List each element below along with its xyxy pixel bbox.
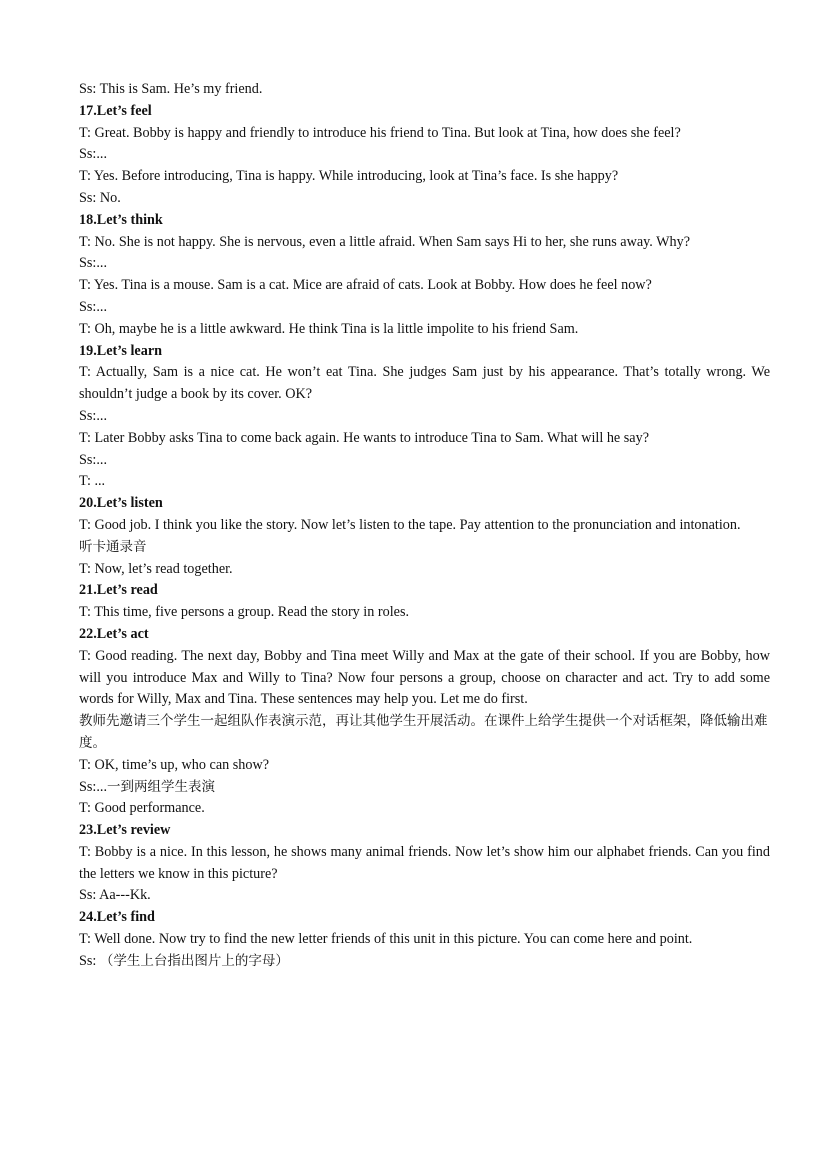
dialogue-line: T: Good job. I think you like the story. Now let’s listen to the tape. Pay attention to the pronunciation and intonation. [79, 516, 741, 533]
dialogue-line: Ss: No. [79, 189, 121, 206]
section-heading: 18.Let’s think [79, 211, 163, 228]
dialogue-line: T: Good performance. [79, 800, 205, 817]
section-heading: 19.Let’s learn [79, 342, 163, 359]
dialogue-line [79, 777, 770, 799]
section-heading: 21.Let’s read [79, 582, 158, 599]
dialogue-line: Ss: Aa---Kk. [79, 887, 151, 904]
dialogue-line: T: OK, time’s up, who can show? [79, 756, 270, 773]
dialogue-line: T: No. She is not happy. She is nervous, even a little afraid. When Sam says Hi to her, she runs away. Why? [79, 233, 691, 250]
section-heading: 17.Let’s feel [79, 102, 152, 119]
section-heading: 22.Let’s act [79, 625, 149, 642]
dialogue-line: T: Good reading. The next day, Bobby and Tina meet Willy and Max at the gate of their school. If you are Bobby, how will you introduce Max and Willy to Tina? Now four persons a group, choose on character and act. Try to add some words for Willy, Max and Tina. These sentences may help you. Let me do first. [79, 647, 770, 708]
dialogue-line: T: ... [79, 473, 106, 490]
dialogue-line: Ss:... [79, 298, 107, 315]
dialogue-line: T: Great. Bobby is happy and friendly to introduce his friend to Tina. But look at Tina, how does she feel? [79, 124, 681, 141]
dialogue-line: Ss:... [79, 407, 107, 424]
dialogue-line [79, 951, 770, 973]
chinese-note: 教师先邀请三个学生一起组队作表演示范，再让其他学生开展活动。在课件上给学生提供一个对话框架，降低输出难度。 [79, 713, 768, 751]
document-page [79, 79, 770, 973]
dialogue-line: T: Well done. Now try to find the new letter friends of this unit in this picture. You can come here and point. [79, 931, 693, 948]
dialogue-line: T: Actually, Sam is a nice cat. He won’t eat Tina. She judges Sam just by his appearance. That’s totally wrong. We shouldn’t judge a book by its cover. OK? [79, 364, 770, 403]
dialogue-line: T: This time, five persons a group. Read the story in roles. [79, 604, 410, 621]
dialogue-line: T: Bobby is a nice. In this lesson, he shows many animal friends. Now let’s show him our alphabet friends. Can you find the letters we know in this picture? [79, 843, 770, 882]
dialogue-line: Ss:... [79, 255, 107, 272]
chinese-note: 听卡通录音 [79, 538, 147, 555]
dialogue-line: T: Yes. Tina is a mouse. Sam is a cat. Mice are afraid of cats. Look at Bobby. How does he feel now? [79, 277, 652, 294]
dialogue-line: T: Yes. Before introducing, Tina is happy. While introducing, look at Tina’s face. Is she happy? [79, 168, 619, 185]
chinese-note: 一到两组学生表演 [107, 778, 215, 795]
speaker-text: Ss: [79, 952, 100, 969]
dialogue-line: T: Now, let’s read together. [79, 560, 233, 577]
section-heading: 24.Let’s find [79, 909, 155, 926]
speaker-text: Ss:... [79, 778, 107, 795]
chinese-note: （学生上台指出图片上的字母） [99, 952, 289, 969]
dialogue-line: T: Later Bobby asks Tina to come back again. He wants to introduce Tina to Sam. What will he say? [79, 429, 649, 446]
section-heading: 23.Let’s review [79, 822, 171, 839]
dialogue-line: Ss:... [79, 451, 107, 468]
dialogue-line: Ss: This is Sam. He’s my friend. [79, 81, 263, 97]
dialogue-line: T: Oh, maybe he is a little awkward. He think Tina is la little impolite to his friend Sam. [79, 320, 579, 337]
dialogue-line: Ss:... [79, 146, 107, 163]
section-heading: 20.Let’s listen [79, 495, 163, 512]
